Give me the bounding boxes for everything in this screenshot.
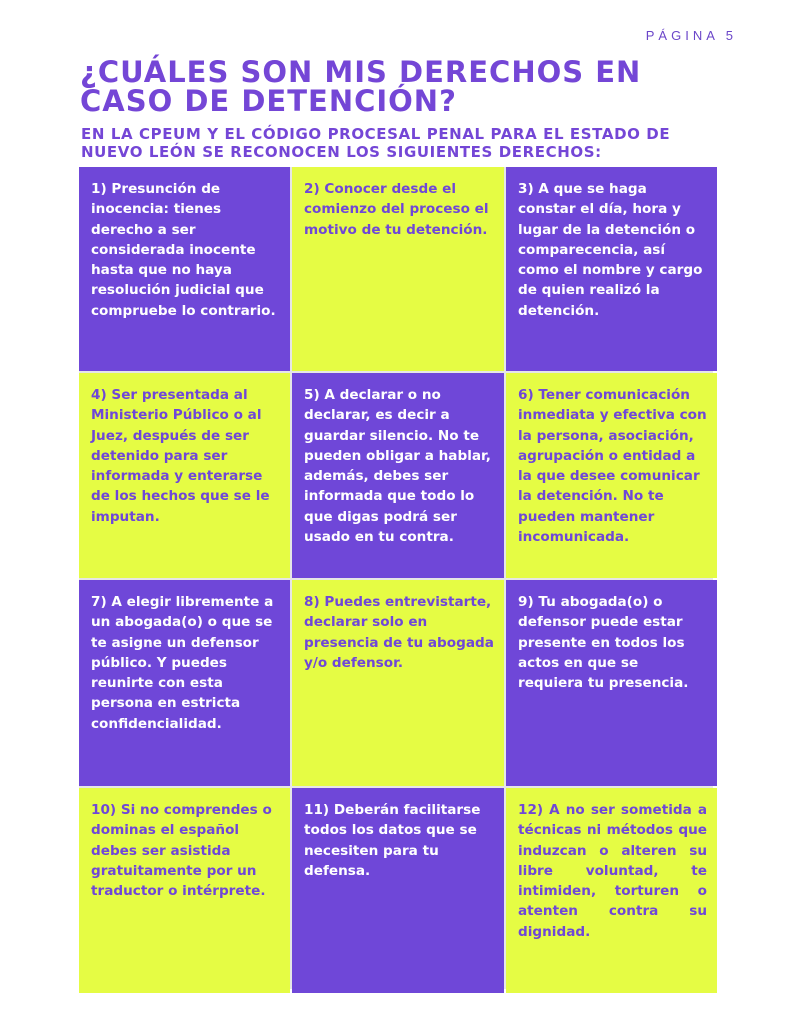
right-text-11: 11) Deberán facilitarse todos los datos que se necesiten para tu defensa. xyxy=(304,802,481,879)
page-number: PÁGINA 5 xyxy=(645,28,737,43)
right-card-2 xyxy=(292,167,504,371)
right-text-10: 10) Si no comprendes o dominas el español debes ser asistida gratuitamente por un traductor o intérprete. xyxy=(91,802,272,900)
right-card-10 xyxy=(79,788,290,993)
right-text-4: 4) Ser presentada al Ministerio Público o al Juez, después de ser detenido para ser informada y enterarse de los hechos que se le imputan. xyxy=(91,387,270,525)
page-title: ¿CUÁLES SON MIS DERECHOS EN CASO DE DETENCIÓN? xyxy=(80,55,642,118)
right-text-9: 9) Tu abogada(o) o defensor puede estar presente en todos los actos en que se requiera tu presencia. xyxy=(518,594,689,692)
right-text-3: 3) A que se haga constar el día, hora y lugar de la detención o comparecencia, así como el nombre y cargo de quien realizó la detención. xyxy=(518,181,703,319)
right-text-1: 1) Presunción de inocencia: tienes derecho a ser considerada inocente hasta que no haya resolución judicial que compruebe lo contrario. xyxy=(91,181,276,319)
right-card-8 xyxy=(292,580,504,786)
right-text-5: 5) A declarar o no declarar, es decir a guardar silencio. No te pueden obligar a hablar, además, debes ser informada que todo lo que digas podrá ser usado en tu contra. xyxy=(304,387,491,546)
right-card-1 xyxy=(79,167,290,371)
right-card-11 xyxy=(292,788,504,993)
rights-grid xyxy=(79,167,713,989)
right-card-5 xyxy=(292,373,504,578)
right-text-8: 8) Puedes entrevistarte, declarar solo en presencia de tu abogada y/o defensor. xyxy=(304,594,494,671)
right-card-4 xyxy=(79,373,290,578)
right-text-7: 7) A elegir libremente a un abogada(o) o que se te asigne un defensor público. Y puedes reunirte con esta persona en estricta confidencialidad. xyxy=(91,594,274,732)
page-subtitle: EN LA CPEUM Y EL CÓDIGO PROCESAL PENAL PARA EL ESTADO DE NUEVO LEÓN SE RECONOCEN LOS SIGUIENTES DERECHOS: xyxy=(81,125,671,161)
right-card-6 xyxy=(506,373,717,578)
right-text-6: 6) Tener comunicación inmediata y efectiva con la persona, asociación, agrupación o entidad a la que desee comunicar la detención. No te pueden mantener incomunicada. xyxy=(518,387,707,546)
right-card-3 xyxy=(506,167,717,371)
right-card-12 xyxy=(506,788,717,993)
right-card-7 xyxy=(79,580,290,786)
right-text-2: 2) Conocer desde el comienzo del proceso el motivo de tu detención. xyxy=(304,181,489,238)
right-card-9 xyxy=(506,580,717,786)
right-text-12: 12) A no ser sometida a técnicas ni métodos que induzcan o alteren su libre voluntad, te intimiden, torturen o atenten contra su dignidad. xyxy=(518,802,707,940)
